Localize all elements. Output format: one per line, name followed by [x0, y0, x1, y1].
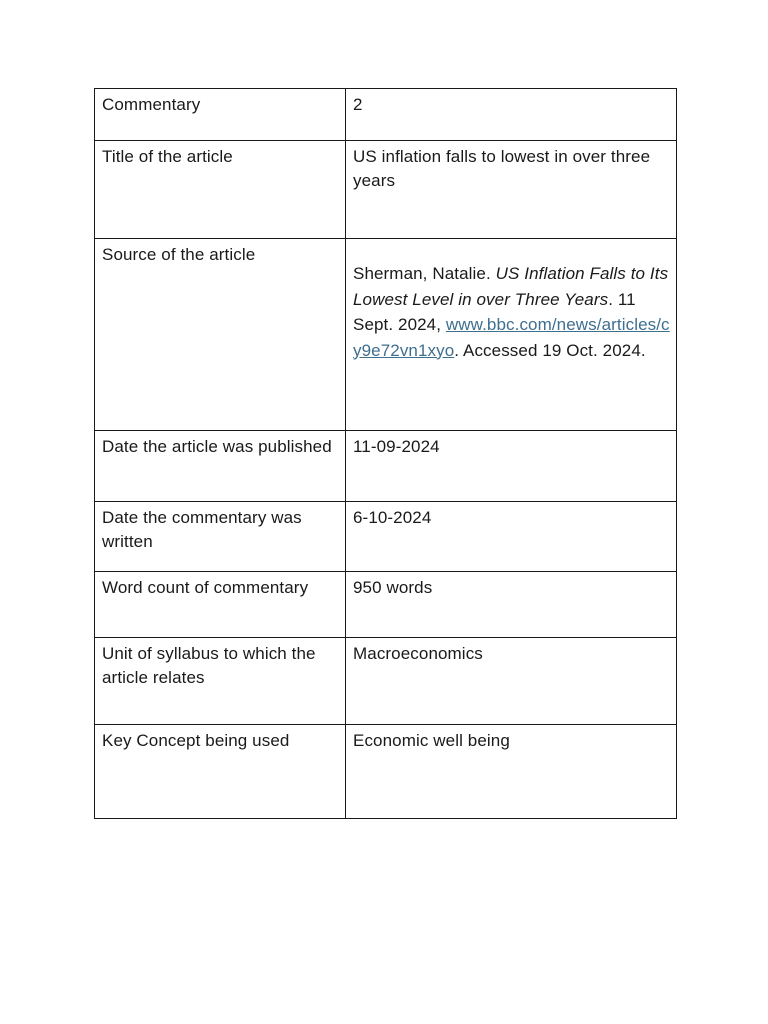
- citation-author: Sherman, Natalie.: [353, 264, 491, 283]
- table-row: [95, 89, 677, 141]
- row-label: Commentary: [95, 89, 346, 141]
- table-row: [95, 638, 677, 725]
- table-row: [95, 502, 677, 572]
- row-label: Date the commentary was written: [95, 502, 346, 572]
- row-label: Word count of commentary: [95, 572, 346, 638]
- row-label: Source of the article: [95, 239, 346, 431]
- citation-title: US Inflation Falls to Its Lowest Level in over Three Years: [353, 264, 669, 309]
- word-count: 950 words: [346, 572, 677, 638]
- commentary-number: 2: [346, 89, 677, 141]
- commentary-date: 6-10-2024: [346, 502, 677, 572]
- article-source: [346, 239, 677, 431]
- table-row: [95, 431, 677, 502]
- key-concept: Economic well being: [346, 725, 677, 819]
- article-title: US inflation falls to lowest in over three years: [346, 141, 677, 239]
- commentary-cover-table: [94, 88, 677, 819]
- citation-title-end: .: [608, 289, 614, 309]
- table-row: [95, 725, 677, 819]
- publication-date: 11-09-2024: [346, 431, 677, 502]
- syllabus-unit: Macroeconomics: [346, 638, 677, 725]
- table-row: [95, 239, 677, 431]
- citation-accessed: . Accessed 19 Oct. 2024.: [454, 340, 646, 360]
- cover-sheet: [94, 88, 676, 819]
- row-label: Key Concept being used: [95, 725, 346, 819]
- row-label: Title of the article: [95, 141, 346, 239]
- citation-date: 11 Sept. 2024,: [353, 289, 636, 334]
- row-label: Date the article was published: [95, 431, 346, 502]
- table-row: [95, 572, 677, 638]
- row-label: Unit of syllabus to which the article relates: [95, 638, 346, 725]
- citation: [353, 261, 670, 363]
- table-row: [95, 141, 677, 239]
- citation-link[interactable]: www.bbc.com/news/articles/cy9e72vn1xyo: [353, 315, 670, 360]
